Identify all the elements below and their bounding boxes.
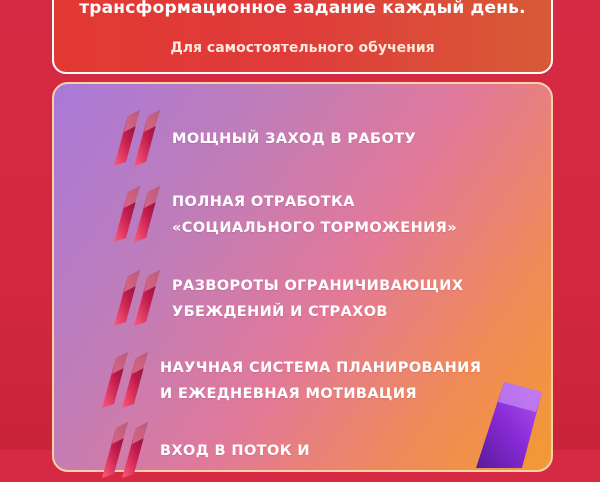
list-item (110, 108, 416, 170)
list-item (98, 350, 481, 412)
double-slash-icon (110, 184, 166, 246)
double-slash-icon (98, 420, 154, 482)
list-item-label: НАУЧНАЯ СИСТЕМА ПЛАНИРОВАНИЯ И ЕЖЕДНЕВНАЯ МОТИВАЦИЯ (160, 360, 482, 402)
double-slash-icon (110, 268, 166, 330)
list-item (110, 184, 457, 246)
double-slash-icon (110, 108, 166, 170)
list-item (98, 420, 310, 482)
header-title: трансформационное задание каждый день. (79, 0, 526, 18)
header-subtitle: Для самостоятельного обучения (170, 40, 435, 56)
double-slash-icon (98, 350, 154, 412)
list-item-label: ПОЛНАЯ ОТРАБОТКА «СОЦИАЛЬНОГО ТОРМОЖЕНИЯ» (172, 194, 457, 236)
list-item-label: ВХОД В ПОТОК И (160, 443, 310, 459)
header-card (52, 0, 553, 74)
list-item (110, 268, 463, 330)
list-item-label: РАЗВОРОТЫ ОГРАНИЧИВАЮЩИХ УБЕЖДЕНИЙ И СТРАХОВ (172, 278, 464, 320)
decorative-slash-shape (426, 378, 546, 468)
list-item-label: МОЩНЫЙ ЗАХОД В РАБОТУ (172, 131, 417, 147)
